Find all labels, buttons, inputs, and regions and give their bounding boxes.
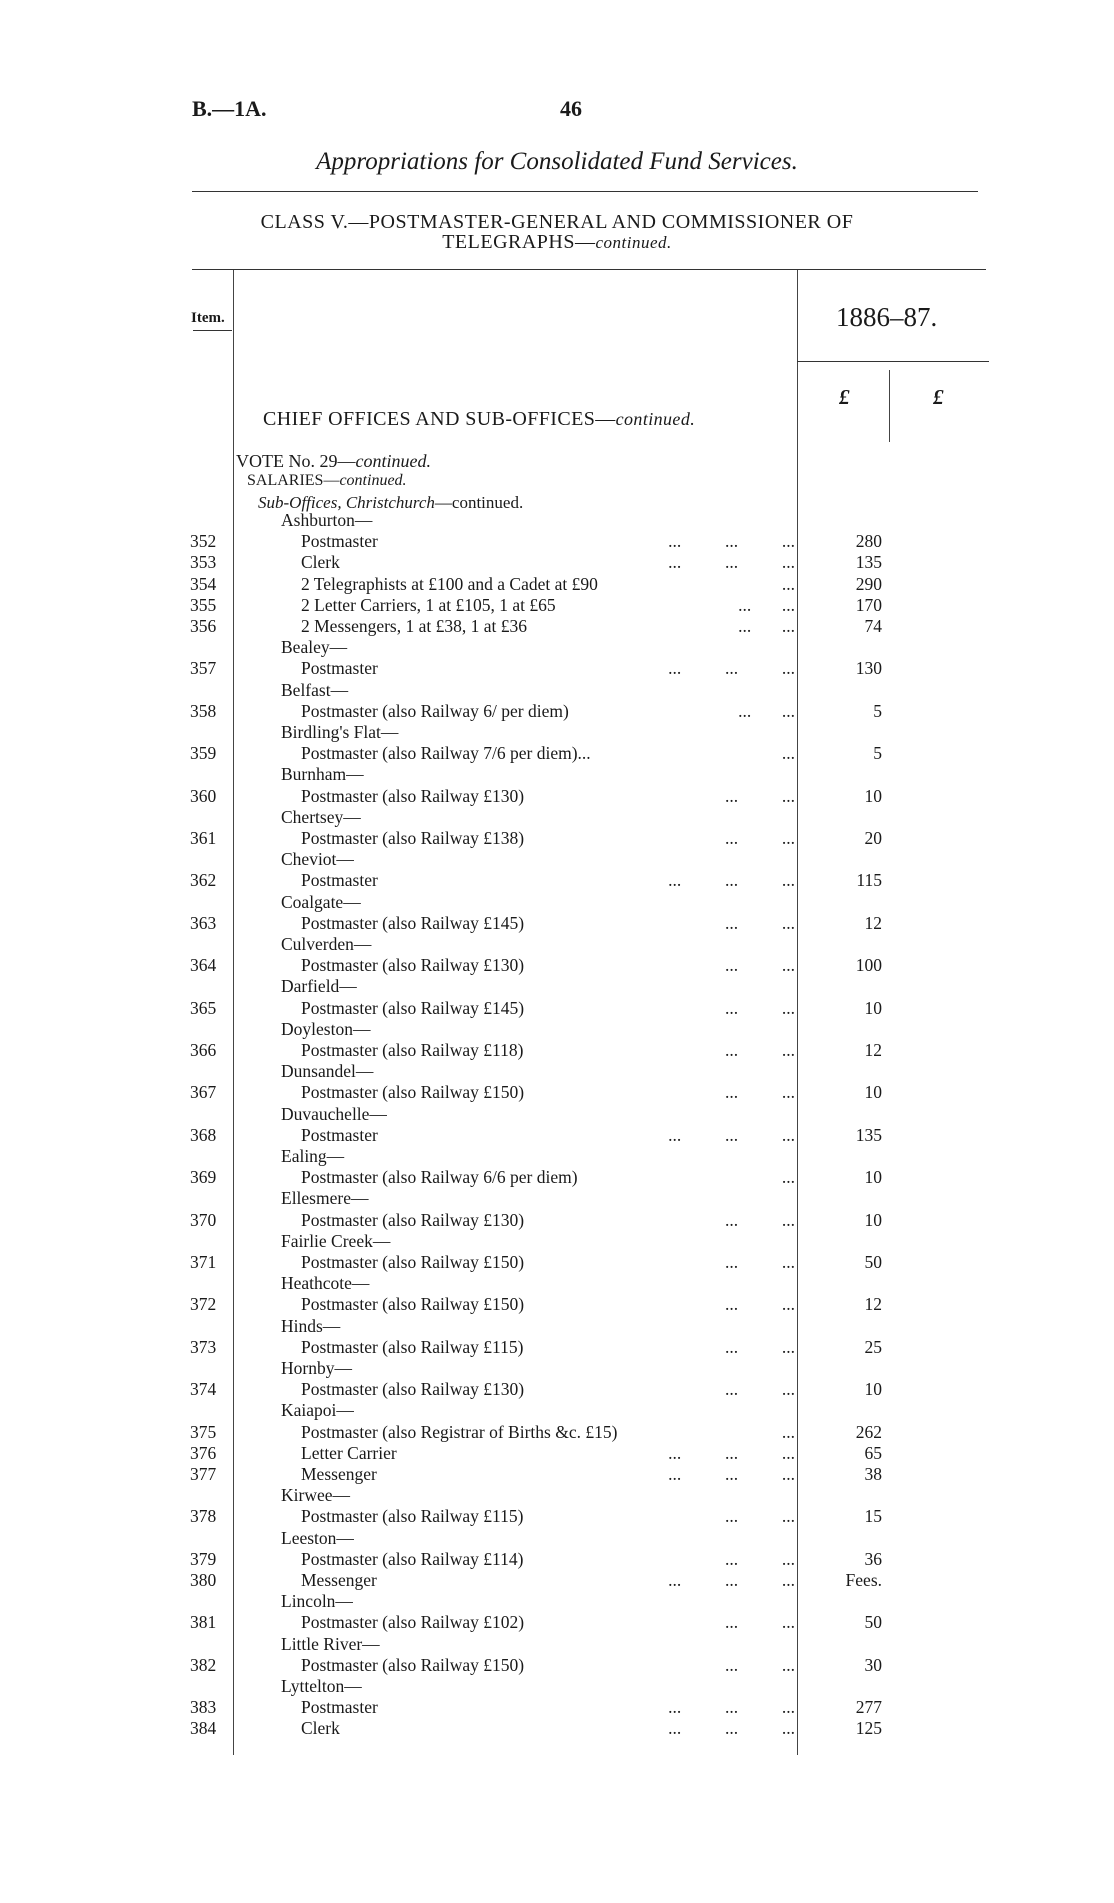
table-row: [0, 786, 1114, 807]
dot-leaders: ... ... ...: [668, 1124, 795, 1145]
dot-leaders: ... ... ...: [668, 1718, 795, 1739]
place-name: Birdling's Flat—: [281, 722, 399, 742]
item-description: Postmaster (also Railway £145): [301, 997, 525, 1018]
item-description: Postmaster: [301, 531, 378, 552]
salaries-continued: continued.: [339, 472, 407, 489]
item-number: 371: [190, 1252, 217, 1272]
item-description: Postmaster (also Railway £130): [301, 1209, 525, 1230]
item-amount: 125: [855, 1718, 882, 1739]
table-row: [0, 1082, 1114, 1103]
dot-leaders: ... ... ...: [668, 870, 795, 891]
table-row: [0, 1294, 1114, 1315]
item-number: 369: [190, 1167, 217, 1188]
item-number: 373: [190, 1336, 217, 1357]
item-number: 375: [190, 1421, 217, 1442]
dot-leaders: ... ...: [725, 1294, 795, 1315]
item-description: Messenger: [301, 1464, 377, 1484]
item-number: 354: [190, 573, 217, 594]
table-row: [0, 1549, 1114, 1570]
table-row: [0, 1612, 1114, 1633]
dot-leaders: ... ...: [725, 1336, 795, 1357]
table-row: [0, 913, 1114, 934]
place-name: Darfield—: [281, 976, 357, 997]
place-name: Fairlie Creek—: [281, 1230, 391, 1251]
item-amount: 12: [864, 912, 882, 933]
dot-leaders: ...: [781, 573, 795, 594]
table-row: [0, 701, 1114, 722]
table-row: [0, 1125, 1114, 1146]
item-amount: 5: [873, 743, 882, 764]
currency-header-2: £: [933, 385, 944, 409]
document-reference: B.—1A.: [192, 96, 267, 121]
item-number: 383: [190, 1697, 217, 1718]
item-amount: 12: [864, 1294, 882, 1315]
item-number: 384: [190, 1718, 217, 1739]
place-heading-row: [0, 1273, 1114, 1294]
place-heading-row: [0, 849, 1114, 870]
item-number: 356: [190, 616, 217, 636]
item-number: 368: [190, 1124, 217, 1145]
item-amount: 50: [864, 1612, 882, 1633]
item-number: 352: [190, 531, 217, 552]
item-amount: 65: [864, 1442, 882, 1463]
item-amount: 50: [864, 1252, 882, 1272]
dot-leaders: ... ... ...: [668, 1697, 795, 1718]
dot-leaders: ... ...: [725, 955, 795, 976]
item-description: Postmaster (also Railway £115): [301, 1336, 524, 1357]
item-amount: 290: [855, 573, 882, 594]
place-heading-row: [0, 1061, 1114, 1082]
table-row: [0, 1167, 1114, 1188]
item-amount: 36: [864, 1548, 882, 1569]
item-number: 362: [190, 870, 217, 891]
item-amount: 280: [855, 531, 882, 552]
item-description: Postmaster (also Railway £150): [301, 1082, 525, 1103]
item-amount: 38: [864, 1464, 882, 1484]
item-description: Postmaster (also Railway £150): [301, 1252, 525, 1272]
table-row: [0, 1570, 1114, 1591]
year-column-header: 1886–87.: [836, 302, 938, 332]
salaries-label: SALARIES—: [247, 472, 340, 489]
item-number: 382: [190, 1654, 217, 1675]
dot-leaders: ... ... ...: [668, 658, 795, 679]
table-row: [0, 1210, 1114, 1231]
place-heading-row: [0, 680, 1114, 701]
place-name: Ellesmere—: [281, 1188, 369, 1209]
item-amount: 5: [873, 700, 882, 721]
item-description: 2 Letter Carriers, 1 at £105, 1 at £65: [301, 594, 556, 615]
vote-continued: continued.: [355, 451, 431, 471]
item-number: 360: [190, 785, 217, 806]
item-number: 367: [190, 1082, 217, 1103]
place-heading-row: [0, 722, 1114, 743]
place-name: Chertsey—: [281, 806, 361, 827]
place-name: Coalgate—: [281, 891, 361, 912]
salaries-heading: [247, 472, 407, 490]
table-row: [0, 531, 1114, 552]
item-description: Postmaster (also Railway 7/6 per diem)...: [301, 743, 591, 764]
place-name: Kirwee—: [281, 1485, 351, 1506]
table-row: [0, 1379, 1114, 1400]
place-name: Kaiapoi—: [281, 1400, 354, 1421]
item-description: Postmaster: [301, 658, 378, 679]
vote-label: VOTE No. 29—: [236, 451, 356, 471]
table-row: [0, 616, 1114, 637]
year-underline: [797, 361, 989, 362]
item-number: 374: [190, 1379, 217, 1400]
item-amount: 30: [864, 1654, 882, 1675]
place-name: Ealing—: [281, 1146, 345, 1166]
place-heading-row: [0, 892, 1114, 913]
place-name: Burnham—: [281, 764, 364, 785]
item-amount: 10: [864, 1167, 882, 1188]
place-heading-row: [0, 1019, 1114, 1040]
section-title: CHIEF OFFICES AND SUB-OFFICES—: [263, 408, 616, 430]
dot-leaders: ... ...: [725, 1209, 795, 1230]
item-description: Clerk: [301, 1718, 340, 1739]
section-heading: [263, 408, 695, 431]
vote-heading: [236, 451, 431, 472]
item-description: Postmaster (also Railway £130): [301, 955, 525, 976]
item-description: Postmaster (also Railway 6/ per diem): [301, 700, 569, 721]
item-number: 361: [190, 828, 217, 848]
place-name: Dunsandel—: [281, 1061, 374, 1082]
table-row: [0, 1464, 1114, 1485]
item-number: 366: [190, 1040, 217, 1060]
item-amount: 10: [864, 997, 882, 1018]
dot-leaders: ... ...: [725, 1548, 795, 1569]
title-rule: [192, 191, 978, 192]
dot-leaders: ... ...: [725, 1040, 795, 1060]
item-description: Letter Carrier: [301, 1442, 397, 1463]
item-header-underline: [193, 330, 232, 331]
item-description: Postmaster (also Railway £130): [301, 785, 525, 806]
table-row: [0, 1655, 1114, 1676]
dot-leaders: ... ...: [725, 1654, 795, 1675]
place-name: Culverden—: [281, 934, 372, 954]
item-number: 363: [190, 912, 217, 933]
item-amount: 135: [855, 1124, 882, 1145]
place-heading-row: [0, 510, 1114, 531]
table-row: [0, 743, 1114, 764]
item-description: Postmaster (also Railway £102): [301, 1612, 525, 1633]
item-number: 378: [190, 1506, 217, 1527]
place-name: Lyttelton—: [281, 1676, 362, 1696]
item-description: Postmaster (also Railway £138): [301, 828, 525, 848]
table-top-rule: [192, 269, 986, 270]
item-number: 358: [190, 700, 217, 721]
item-description: 2 Telegraphists at £100 and a Cadet at £90: [301, 573, 598, 594]
item-amount: 10: [864, 1209, 882, 1230]
dot-leaders: ... ...: [725, 1082, 795, 1103]
place-heading-row: [0, 1400, 1114, 1421]
item-amount: 130: [855, 658, 882, 679]
place-name: Ashburton—: [281, 510, 373, 530]
item-amount: 74: [864, 616, 882, 636]
table-row: [0, 595, 1114, 616]
place-name: Lincoln—: [281, 1591, 353, 1612]
item-description: Postmaster: [301, 1697, 378, 1718]
place-heading-row: [0, 1528, 1114, 1549]
item-amount: 12: [864, 1040, 882, 1060]
place-heading-row: [0, 1676, 1114, 1697]
item-description: 2 Messengers, 1 at £38, 1 at £36: [301, 616, 528, 636]
dot-leaders: ... ...: [725, 1379, 795, 1400]
dot-leaders: ...: [781, 743, 795, 764]
place-name: Duvauchelle—: [281, 1103, 387, 1124]
item-number: 357: [190, 658, 217, 679]
item-description: Clerk: [301, 552, 340, 573]
dot-leaders: ... ...: [738, 700, 795, 721]
item-description: Messenger: [301, 1570, 377, 1590]
dot-leaders: ... ...: [725, 828, 795, 848]
place-heading-row: [0, 1231, 1114, 1252]
page-number: 46: [560, 96, 582, 121]
class-heading-text: TELEGRAPHS—: [442, 231, 596, 253]
table-row: [0, 870, 1114, 891]
item-number: 364: [190, 955, 217, 976]
dot-leaders: ... ... ...: [668, 1442, 795, 1463]
place-heading-row: [0, 1188, 1114, 1209]
item-description: Postmaster (also Railway £115): [301, 1506, 524, 1527]
page-title: Appropriations for Consolidated Fund Services.: [316, 148, 798, 175]
item-amount: 100: [855, 955, 882, 976]
item-description: Postmaster: [301, 870, 378, 891]
item-description: Postmaster (also Registrar of Births &c. £15): [301, 1421, 618, 1442]
item-description: Postmaster: [301, 1124, 378, 1145]
item-amount: 115: [856, 870, 882, 891]
sub-offices-continued: —continued.: [434, 493, 524, 512]
pound-column-divider: [889, 370, 890, 442]
dot-leaders: ... ... ...: [668, 552, 795, 573]
class-heading-continued: continued.: [595, 233, 672, 252]
item-number: 377: [190, 1464, 217, 1484]
dot-leaders: ... ...: [725, 912, 795, 933]
dot-leaders: ... ... ...: [668, 1464, 795, 1484]
place-name: Leeston—: [281, 1527, 354, 1548]
dot-leaders: ... ...: [725, 1612, 795, 1633]
item-amount: 10: [864, 785, 882, 806]
place-heading-row: [0, 1104, 1114, 1125]
item-amount: Fees.: [845, 1570, 882, 1590]
item-number: 365: [190, 997, 217, 1018]
currency-header-1: £: [839, 385, 850, 409]
item-description: Postmaster (also Railway £145): [301, 912, 525, 933]
item-description: Postmaster (also Railway £118): [301, 1040, 524, 1060]
item-number: 370: [190, 1209, 217, 1230]
place-heading-row: [0, 807, 1114, 828]
table-row: [0, 955, 1114, 976]
item-amount: 262: [855, 1421, 882, 1442]
table-row: [0, 1506, 1114, 1527]
item-amount: 20: [864, 828, 882, 848]
dot-leaders: ... ...: [725, 997, 795, 1018]
dot-leaders: ... ... ...: [668, 531, 795, 552]
item-amount: 135: [855, 552, 882, 573]
table-row: [0, 998, 1114, 1019]
table-row: [0, 574, 1114, 595]
class-heading-line2: [0, 231, 1114, 254]
place-heading-row: [0, 1146, 1114, 1167]
place-name: Bealey—: [281, 637, 348, 658]
item-amount: 25: [864, 1336, 882, 1357]
table-row: [0, 658, 1114, 679]
item-description: Postmaster (also Railway £150): [301, 1294, 525, 1315]
dot-leaders: ... ...: [725, 1506, 795, 1527]
place-heading-row: [0, 1485, 1114, 1506]
table-row: [0, 1422, 1114, 1443]
place-name: Cheviot—: [281, 849, 354, 870]
item-number: 381: [190, 1612, 217, 1633]
item-description: Postmaster (also Railway £114): [301, 1548, 524, 1569]
dot-leaders: ... ...: [725, 1252, 795, 1272]
item-number: 359: [190, 743, 217, 764]
item-number: 376: [190, 1442, 217, 1463]
item-column-header: Item.: [191, 310, 225, 326]
place-name: Belfast—: [281, 679, 349, 700]
section-title-continued: continued.: [615, 409, 696, 429]
table-row: [0, 552, 1114, 573]
dot-leaders: ...: [781, 1167, 795, 1188]
place-heading-row: [0, 1316, 1114, 1337]
table-row: [0, 1718, 1114, 1739]
place-heading-row: [0, 934, 1114, 955]
dot-leaders: ... ... ...: [668, 1570, 795, 1590]
item-number: 372: [190, 1294, 217, 1315]
place-name: Heathcote—: [281, 1273, 370, 1294]
dot-leaders: ... ...: [738, 594, 795, 615]
place-name: Hinds—: [281, 1315, 341, 1336]
class-heading-line1: CLASS V.—POSTMASTER-GENERAL AND COMMISSIONER OF: [260, 211, 854, 233]
item-amount: 10: [864, 1379, 882, 1400]
table-row: [0, 1697, 1114, 1718]
item-number: 355: [190, 594, 217, 615]
place-heading-row: [0, 1591, 1114, 1612]
item-amount: 170: [855, 594, 882, 615]
sub-offices-label: Sub-Offices, Christchurch: [258, 493, 435, 512]
place-name: Hornby—: [281, 1358, 352, 1378]
place-name: Doyleston—: [281, 1018, 371, 1039]
table-row: [0, 1040, 1114, 1061]
place-heading-row: [0, 1358, 1114, 1379]
item-description: Postmaster (also Railway £130): [301, 1379, 525, 1400]
dot-leaders: ... ...: [738, 616, 795, 636]
item-number: 380: [190, 1570, 217, 1590]
item-description: Postmaster (also Railway 6/6 per diem): [301, 1167, 578, 1188]
table-row: [0, 828, 1114, 849]
place-heading-row: [0, 1634, 1114, 1655]
table-row: [0, 1443, 1114, 1464]
dot-leaders: ...: [781, 1421, 795, 1442]
dot-leaders: ... ...: [725, 785, 795, 806]
item-number: 379: [190, 1548, 217, 1569]
table-row: [0, 1252, 1114, 1273]
item-amount: 10: [864, 1082, 882, 1103]
place-name: Little River—: [281, 1633, 380, 1654]
item-number: 353: [190, 552, 217, 573]
place-heading-row: [0, 637, 1114, 658]
place-heading-row: [0, 764, 1114, 785]
item-amount: 277: [855, 1697, 882, 1718]
item-amount: 15: [864, 1506, 882, 1527]
item-description: Postmaster (also Railway £150): [301, 1654, 525, 1675]
table-row: [0, 1337, 1114, 1358]
place-heading-row: [0, 976, 1114, 997]
